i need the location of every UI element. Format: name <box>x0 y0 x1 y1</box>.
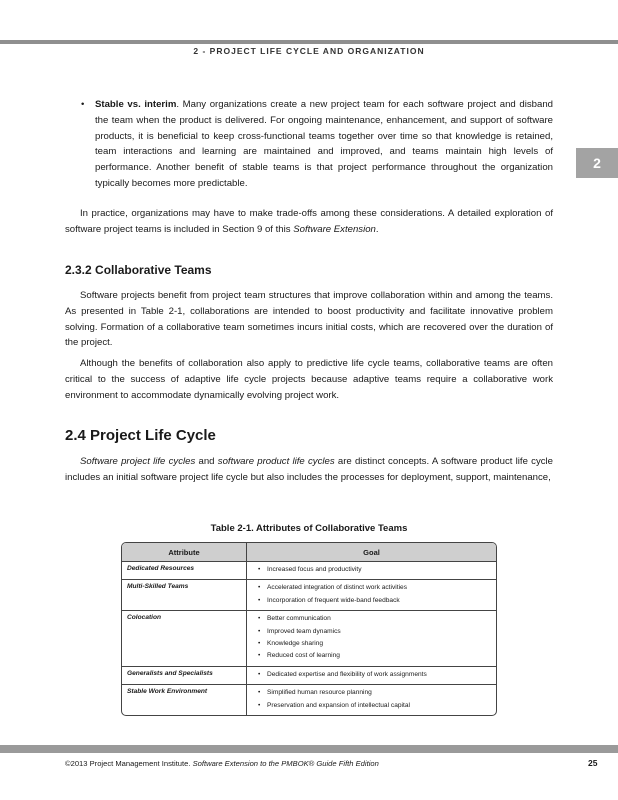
paragraph-practice <box>65 206 553 238</box>
goal-cell <box>247 667 496 684</box>
paragraph-life-cycle <box>65 454 553 486</box>
bullet-stable-vs-interim <box>81 97 553 192</box>
footer-rule <box>0 745 618 753</box>
goal-item: • Increased focus and productivity <box>258 564 496 576</box>
paragraph-collaboration-2-text: Although the benefits of collaboration also apply to predictive life cycle teams, collaborative teams are often critical to the success of adaptive life cycle projects because adaptive teams require a collaborative work environment to accommodate dynamically evolving project work. <box>65 358 553 401</box>
table-caption: Table 2-1. Attributes of Collaborative Teams <box>210 523 408 534</box>
table-header-goal: Goal <box>363 547 380 557</box>
attribute-cell: Generalists and Specialists <box>122 667 247 684</box>
bullet-text: . Many organizations create a new project team for each software project and disband the team when the product is delivered. For ongoing maintenance, enhancement, and support of software products, it is beneficial to keep cross-functional teams together over time so that knowledge is retained, team interactions and learning are maintained and improved, and teams maintain high levels of performance. Another benefit of stable teams is that project performance throughout the organization typically becomes more predictable. <box>95 99 553 189</box>
goal-item: • Knowledge sharing <box>258 638 496 650</box>
footer-title: Software Extension to the PMBOK® Guide Fifth Edition <box>192 759 379 768</box>
paragraph-practice-italic: Software Extension <box>293 223 376 235</box>
goal-item: • Better communication <box>258 613 496 625</box>
goal-item: • Dedicated expertise and flexibility of work assignments <box>258 669 496 681</box>
footer-copyright <box>65 759 379 768</box>
attribute-cell: Stable Work Environment <box>122 685 247 715</box>
goal-cell <box>247 611 496 666</box>
paragraph-practice-end: . <box>375 223 379 235</box>
table-body <box>122 562 496 715</box>
bullet-dot-icon: • <box>81 99 85 110</box>
table-row <box>122 562 496 580</box>
attributes-table <box>121 542 497 716</box>
goal-cell <box>247 685 496 715</box>
goal-cell <box>247 580 496 610</box>
bullet-term: Stable vs. interim <box>95 99 177 110</box>
attribute-cell: Colocation <box>122 611 247 666</box>
paragraph-collaboration-2 <box>65 356 553 403</box>
goal-cell <box>247 562 496 579</box>
header-rule <box>0 40 618 44</box>
table-row <box>122 580 496 611</box>
chapter-tab: 2 <box>576 148 618 178</box>
goal-item: • Incorporation of frequent wide-band feedback <box>258 595 496 607</box>
footer-prefix: ©2013 Project Management Institute. <box>65 759 193 768</box>
attribute-cell: Multi-Skilled Teams <box>122 580 247 610</box>
goal-item: • Improved team dynamics <box>258 626 496 638</box>
heading-project-life-cycle: 2.4 Project Life Cycle <box>65 427 216 444</box>
attribute-cell: Dedicated Resources <box>122 562 247 579</box>
page-number: 25 <box>588 758 598 768</box>
life-cycle-italic-2: software product life cycles <box>217 456 335 467</box>
goal-item: • Accelerated integration of distinct work activities <box>258 582 496 594</box>
table-row <box>122 685 496 715</box>
goal-item: • Reduced cost of learning <box>258 650 496 662</box>
goal-item: • Preservation and expansion of intellectual capital <box>258 700 496 712</box>
table-row <box>122 611 496 667</box>
paragraph-practice-text: In practice, organizations may have to make trade-offs among these considerations. A detailed exploration of software project teams is included in Section 9 of this <box>65 208 553 235</box>
paragraph-collaboration-1-text: Software projects benefit from project team structures that improve collaboration within and among the teams. As presented in Table 2-1, collaborations are intended to boost productivity and facilitate innovative problem solving. Formation of a collaborative team sometimes incurs initial costs, which are recovered over the duration of the project. <box>65 290 553 349</box>
running-header: 2 - PROJECT LIFE CYCLE AND ORGANIZATION <box>193 46 425 56</box>
table-header-row <box>122 543 496 562</box>
goal-item: • Simplified human resource planning <box>258 687 496 699</box>
life-cycle-rest: are distinct concepts. A software product life cycle includes an initial software project life cycle but also includes the processes for deployment, support, maintenance, <box>65 456 554 483</box>
heading-collaborative-teams: 2.3.2 Collaborative Teams <box>65 263 212 277</box>
table-header-attribute: Attribute <box>122 543 247 561</box>
life-cycle-mid: and <box>195 456 218 467</box>
life-cycle-italic-1: Software project life cycles <box>80 456 196 467</box>
paragraph-collaboration-1 <box>65 288 553 351</box>
table-row <box>122 667 496 685</box>
